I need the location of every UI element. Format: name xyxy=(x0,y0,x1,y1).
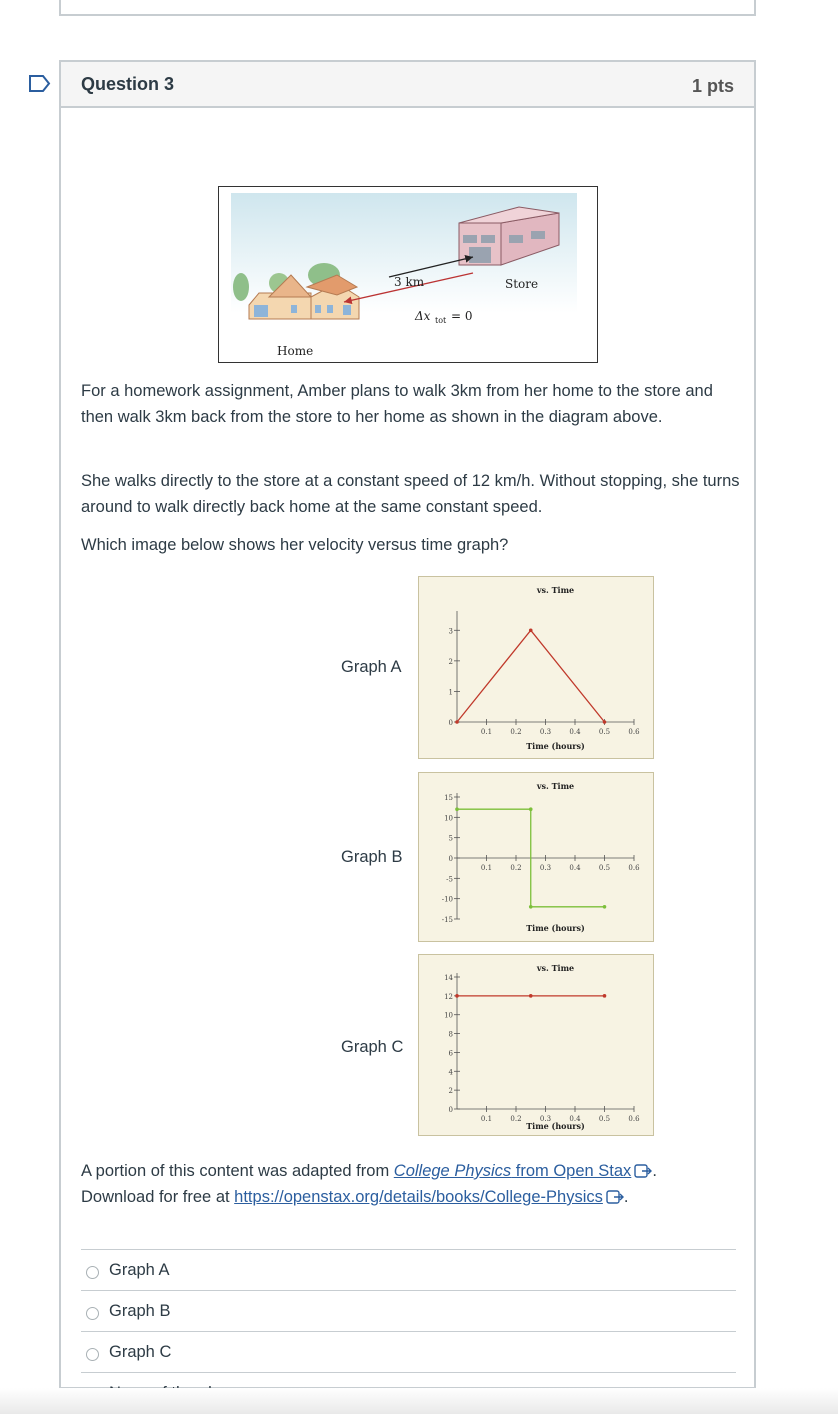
y-tick-label: 10 xyxy=(444,1011,453,1020)
graph-b-label: Graph B xyxy=(341,848,403,866)
y-tick-label: 15 xyxy=(444,794,453,802)
page-bottom-shade xyxy=(0,1388,838,1414)
openstax-url-link[interactable]: https://openstax.org/details/books/College-Physics xyxy=(234,1188,603,1206)
previous-question-box xyxy=(59,0,756,16)
question-paragraph-1: For a homework assignment, Amber plans to walk 3km from her home to the store and then walk 3km back from the store to her home as shown in the diagram above. xyxy=(81,382,713,426)
x-tick-label: 0.5 xyxy=(598,864,611,872)
y-tick-label: 2 xyxy=(448,657,453,666)
x-tick-label: 0.3 xyxy=(539,864,552,872)
graph-c-chart xyxy=(419,955,653,1135)
graph-b xyxy=(418,772,654,942)
x-tick-label: 0.2 xyxy=(510,1115,522,1123)
y-tick-label: 1 xyxy=(448,688,453,697)
answer-label: Graph B xyxy=(109,1301,171,1320)
y-tick-label: 10 xyxy=(444,814,453,823)
credit-line2-prefix: Download for free at xyxy=(81,1188,235,1206)
data-point xyxy=(529,628,533,632)
displacement-value: = 0 xyxy=(451,309,473,323)
graph-c-label: Graph C xyxy=(341,1038,404,1056)
home-label: Home xyxy=(277,344,314,358)
y-tick-label: 3 xyxy=(448,627,453,636)
y-tick-label: 5 xyxy=(448,834,453,843)
y-tick-label: -5 xyxy=(446,875,453,884)
radio-button[interactable] xyxy=(86,1348,99,1361)
question-paragraph-2: She walks directly to the store at a constant speed of 12 km/h. Without stopping, she turns around to walk directly back home at the same constant speed. xyxy=(81,472,740,516)
x-axis-label: Time (hours) xyxy=(526,923,585,933)
data-point xyxy=(529,994,533,998)
x-axis-label: Time (hours) xyxy=(526,741,585,751)
y-tick-label: 2 xyxy=(448,1087,453,1096)
graph-a-chart xyxy=(419,577,653,758)
answer-label: Graph A xyxy=(109,1260,170,1279)
y-tick-label: 6 xyxy=(448,1049,453,1058)
graph-a xyxy=(418,576,654,759)
data-point xyxy=(603,905,607,909)
series-line xyxy=(457,630,605,722)
answer-option[interactable] xyxy=(81,1331,736,1372)
data-point xyxy=(455,994,459,998)
y-tick-label: -15 xyxy=(441,916,453,924)
x-tick-label: 0.3 xyxy=(539,728,552,736)
graph-a-label: Graph A xyxy=(341,658,402,676)
home-store-diagram xyxy=(218,186,598,363)
x-tick-label: 0.5 xyxy=(598,1115,611,1123)
x-tick-label: 0.2 xyxy=(510,864,522,872)
data-point xyxy=(529,905,533,909)
x-tick-label: 0.6 xyxy=(628,1115,640,1123)
x-tick-label: 0.2 xyxy=(510,728,522,736)
y-tick-label: 0 xyxy=(448,1106,453,1114)
y-tick-label: 14 xyxy=(444,974,453,982)
x-tick-label: 0.6 xyxy=(628,864,640,872)
question-points: 1 pts xyxy=(691,75,734,96)
chart-title: vs. Time xyxy=(536,585,575,595)
y-tick-label: 0 xyxy=(448,855,453,863)
radio-button[interactable] xyxy=(86,1266,99,1279)
x-tick-label: 0.1 xyxy=(480,864,493,872)
flag-question-icon[interactable] xyxy=(29,75,51,92)
data-point xyxy=(603,720,607,724)
y-tick-label: 12 xyxy=(444,992,453,1001)
question-header xyxy=(61,62,754,108)
x-tick-label: 0.4 xyxy=(569,728,581,736)
question-card xyxy=(59,60,756,1389)
data-point xyxy=(455,807,459,811)
external-link-icon xyxy=(634,1164,652,1178)
chart-title: vs. Time xyxy=(536,781,575,791)
y-tick-label: 4 xyxy=(448,1068,453,1077)
displacement-sub: tot xyxy=(435,316,447,325)
x-tick-label: 0.4 xyxy=(569,864,581,872)
answer-option[interactable] xyxy=(81,1290,736,1331)
displacement-symbol: Δx xyxy=(415,309,431,323)
data-point xyxy=(603,994,607,998)
x-axis-label: Time (hours) xyxy=(526,1121,585,1131)
college-physics-link[interactable]: College Physics from Open Stax xyxy=(393,1162,632,1180)
credit-prefix: A portion of this content was adapted from xyxy=(81,1162,394,1180)
radio-button[interactable] xyxy=(86,1307,99,1320)
external-link-icon xyxy=(606,1190,624,1204)
x-tick-label: 0.1 xyxy=(480,728,493,736)
question-paragraph-3: Which image below shows her velocity versus time graph? xyxy=(81,536,509,554)
chart-title: vs. Time xyxy=(536,963,575,973)
distance-label: 3 km xyxy=(394,275,425,289)
y-tick-label: 0 xyxy=(448,719,453,727)
x-tick-label: 0.6 xyxy=(628,728,640,736)
attribution: A portion of this content was adapted from College Physics from Open Stax . Download for free at https://openstax.org/details/books/College-Physics . xyxy=(81,1162,657,1206)
data-point xyxy=(529,807,533,811)
x-tick-label: 0.4 xyxy=(569,1115,581,1123)
data-point xyxy=(455,720,459,724)
y-tick-label: -10 xyxy=(441,895,453,904)
answer-label: Graph C xyxy=(109,1342,172,1361)
x-tick-label: 0.3 xyxy=(539,1115,552,1123)
x-tick-label: 0.5 xyxy=(598,728,611,736)
graph-c xyxy=(418,954,654,1136)
y-tick-label: 8 xyxy=(448,1030,453,1039)
question-title: Question 3 xyxy=(81,73,175,94)
graph-b-chart xyxy=(419,773,653,941)
answer-option[interactable] xyxy=(81,1249,736,1290)
x-tick-label: 0.1 xyxy=(480,1115,493,1123)
store-label: Store xyxy=(505,277,539,291)
